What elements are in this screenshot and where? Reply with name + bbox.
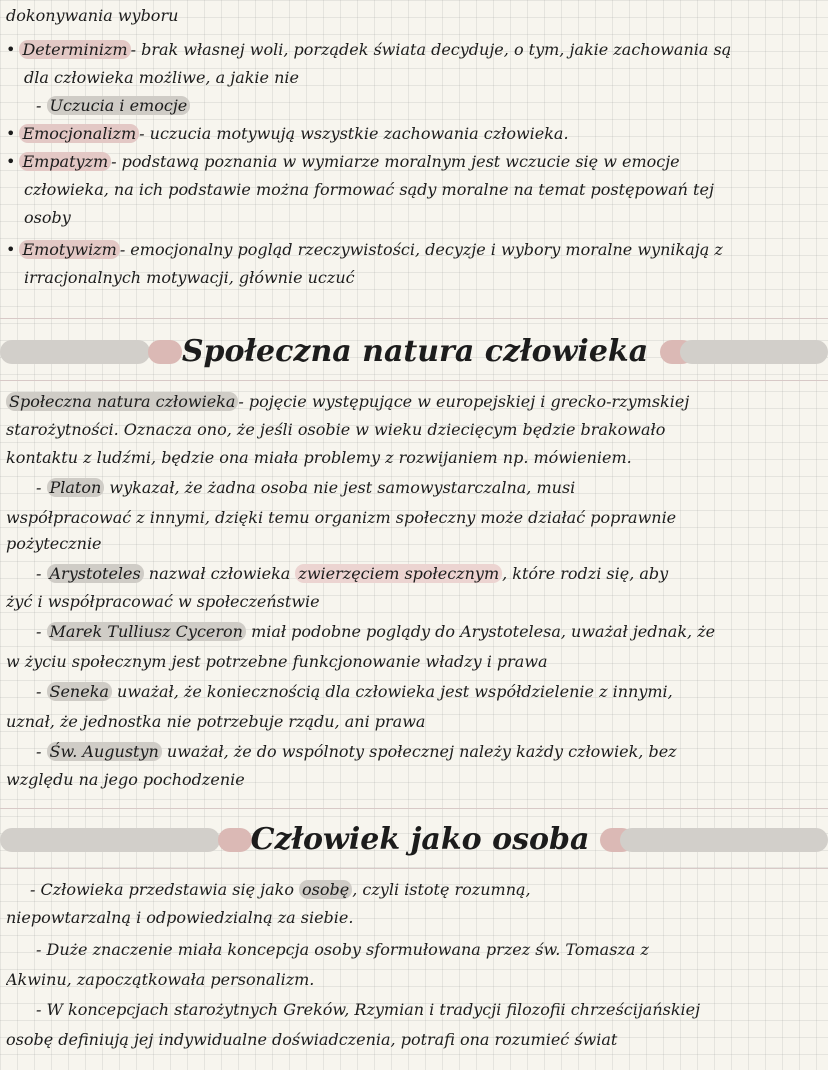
divider: [0, 868, 828, 869]
dash: -: [36, 96, 47, 115]
name-highlight: Arystoteles: [47, 564, 144, 583]
text-line: [6, 970, 822, 990]
text-line: [6, 448, 822, 468]
text: - pojęcie występujące w europejskiej i grecko-rzymskiej: [238, 392, 690, 411]
definition-text: - uczucia motywują wszystkie zachowania człowieka.: [139, 124, 569, 143]
text-line: [36, 682, 822, 702]
bullet-icon: •: [6, 240, 16, 259]
text: względu na jego pochodzenie: [6, 770, 245, 789]
section-heading-band: [0, 334, 828, 370]
text-line: [6, 534, 822, 554]
text-line: [24, 180, 822, 200]
text: , które rodzi się, aby: [502, 564, 669, 583]
text: starożytności. Oznacza ono, że jeśli osobie w wieku dziecięcym będzie brakowało: [6, 420, 666, 439]
text-line: [6, 6, 822, 26]
text: uważał, że koniecznością dla człowieka jest współdzielenie z innymi,: [111, 682, 673, 701]
text: Akwinu, zapoczątkowała personalizm.: [6, 970, 315, 989]
name-highlight: Platon: [47, 478, 105, 497]
text-line: [6, 508, 822, 528]
bullet-item-empathism: [6, 152, 822, 172]
dash: -: [36, 622, 47, 641]
definition-text: - brak własnej woli, porządek świata decyduje, o tym, jakie zachowania są: [130, 40, 732, 59]
text: dokonywania wyboru: [6, 6, 179, 25]
text: dla człowieka możliwe, a jakie nie: [24, 68, 299, 87]
text: - Człowieka przedstawia się jako: [30, 880, 300, 899]
section-heading-band: [0, 822, 828, 858]
section-title: Człowiek jako osoba: [250, 822, 590, 857]
heading-bar-right: [680, 340, 828, 364]
heading-bar-right: [620, 828, 828, 852]
term-highlight: Społeczna natura człowieka: [6, 392, 238, 411]
text-line: [36, 1000, 822, 1020]
name-highlight: Św. Augustyn: [47, 742, 162, 761]
text: osobę definiują jej indywidualne doświadczenia, potrafi ona rozumieć świat: [6, 1030, 618, 1049]
text-line: [6, 770, 822, 790]
heading-bar-left: [0, 340, 150, 364]
section-title: Społeczna natura człowieka: [181, 334, 649, 369]
term-highlight: Emotywizm: [19, 240, 119, 259]
text-line: [24, 208, 822, 228]
text: - Duże znaczenie miała koncepcja osoby sformułowana przez św. Tomasza z: [36, 940, 649, 959]
text: osoby: [24, 208, 71, 227]
text: miał podobne poglądy do Arystotelesa, uważał jednak, że: [245, 622, 716, 641]
text: irracjonalnych motywacji, głównie uczuć: [24, 268, 355, 287]
bullet-icon: •: [6, 124, 16, 143]
text: wykazał, że żadna osoba nie jest samowystarczalna, musi: [104, 478, 576, 497]
definition-text: - podstawą poznania w wymiarze moralnym jest wczucie się w emocje: [111, 152, 680, 171]
bullet-item-emotivism: [6, 240, 822, 260]
text: - W koncepcjach starożytnych Greków, Rzymian i tradycji filozofii chrześcijańskiej: [36, 1000, 701, 1019]
bullet-item-determinism: [6, 40, 822, 60]
term-highlight: Emocjonalizm: [19, 124, 139, 143]
text-line: [6, 420, 822, 440]
text: w życiu społecznym jest potrzebne funkcjonowanie władzy i prawa: [6, 652, 548, 671]
text-line: [30, 880, 822, 900]
term-highlight: zwierzęciem społecznym: [295, 564, 502, 583]
divider: [0, 318, 828, 319]
text: pożytecznie: [6, 534, 102, 553]
name-highlight: Marek Tulliusz Cyceron: [47, 622, 246, 641]
text: współpracować z innymi, dzięki temu organizm społeczny może działać poprawnie: [6, 508, 677, 527]
term-highlight: osobę: [299, 880, 352, 899]
text-line: [24, 68, 822, 88]
text-line: [6, 712, 822, 732]
term-highlight: Determinizm: [19, 40, 130, 59]
text: uważał, że do wspólnoty społecznej należy każdy człowiek, bez: [161, 742, 677, 761]
text: niepowtarzalną i odpowiedzialną za siebie.: [6, 908, 354, 927]
text-line: [6, 908, 822, 928]
text: człowieka, na ich podstawie można formować sądy moralne na temat postępowań tej: [24, 180, 714, 199]
text-line: [36, 478, 822, 498]
dash: -: [36, 682, 47, 701]
subheading-line: [36, 96, 822, 116]
bullet-icon: •: [6, 152, 16, 171]
text-line: [6, 652, 822, 672]
definition-text: - emocjonalny pogląd rzeczywistości, decyzje i wybory moralne wynikają z: [119, 240, 723, 259]
heading-bar-left: [0, 828, 220, 852]
text-line: [36, 622, 822, 642]
text-line: [6, 1030, 822, 1050]
text-line: [6, 592, 822, 612]
divider: [0, 808, 828, 809]
dash: -: [36, 564, 47, 583]
text-line: [24, 268, 822, 288]
term-highlight: Empatyzm: [19, 152, 111, 171]
text: żyć i współpracować w społeczeństwie: [6, 592, 320, 611]
divider: [0, 380, 828, 381]
text: uznał, że jednostka nie potrzebuje rządu, ani prawa: [6, 712, 426, 731]
dash: -: [36, 742, 47, 761]
text-line: [36, 564, 822, 584]
bullet-item-emotionalism: [6, 124, 822, 144]
text-line: [6, 392, 822, 412]
text: nazwał człowieka: [143, 564, 296, 583]
text: , czyli istotę rozumną,: [352, 880, 531, 899]
name-highlight: Seneka: [47, 682, 112, 701]
subheading-highlight: Uczucia i emocje: [47, 96, 191, 115]
dash: -: [36, 478, 47, 497]
text-line: [36, 940, 822, 960]
text-line: [36, 742, 822, 762]
bullet-icon: •: [6, 40, 16, 59]
text: kontaktu z ludźmi, będzie ona miała problemy z rozwijaniem np. mówieniem.: [6, 448, 632, 467]
